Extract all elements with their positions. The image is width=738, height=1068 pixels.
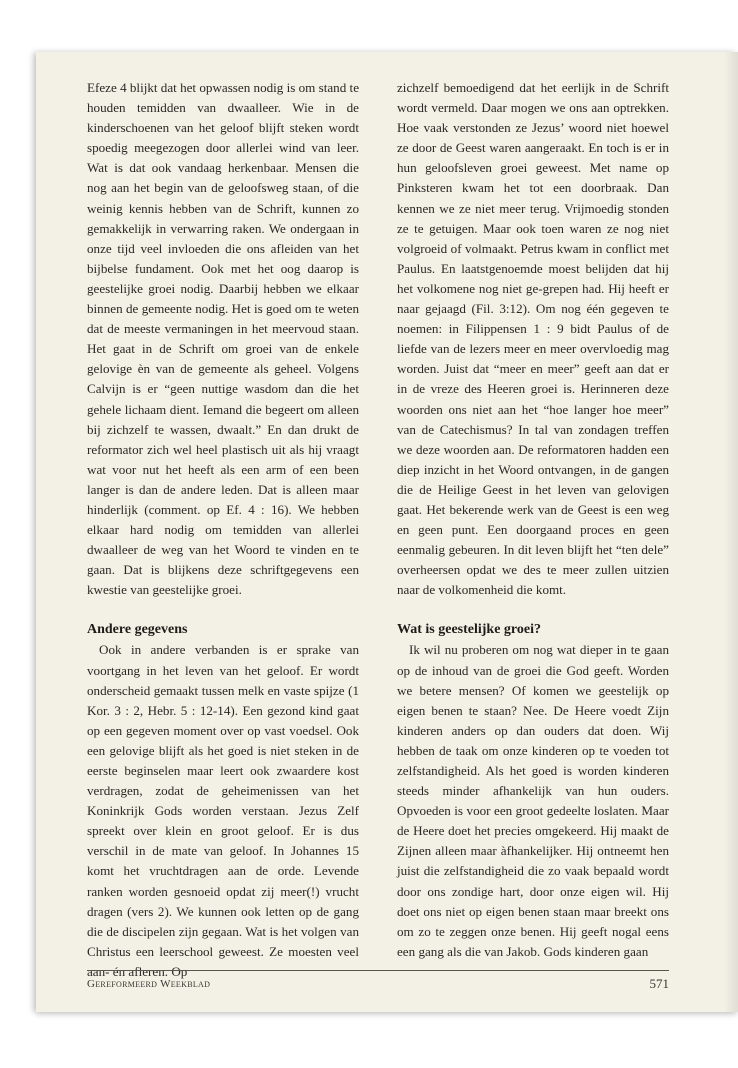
footer-divider xyxy=(87,970,669,971)
paragraph-spacer xyxy=(87,600,359,620)
left-column xyxy=(87,78,359,982)
publication-name: Gereformeerd Weekblad xyxy=(87,978,211,990)
section-heading: Andere gegevens xyxy=(87,622,188,638)
body-paragraph: Ook in andere verbanden is er sprake van voortgang in het leven van het geloof. Er wordt onderscheid gemaakt tussen melk en vaste spijze (1 Kor. 3 : 2, Hebr. 5 : 12-14). Een gezond kind gaat op een gegeven moment over op vast voedsel. Ook een gelovige blijft als het goed is niet steken in de eerste beginselen maar leert ook zwaardere kost verdragen, zodat de geheimenissen van het Koninkrijk Gods worden verstaan. Jezus Zelf spreekt over klein en groot geloof. Er is dus verschil in de mate van geloof. In Johannes 15 komt het vruchtdragen aan de orde. Levende ranken worden gesnoeid opdat zij meer(!) vrucht dragen (vers 2). We kunnen ook letten op de gang die de discipelen zijn gegaan. Wat is het volgen van Christus een leerschool geweest. Ze moesten veel aan- én afleren. Op xyxy=(87,642,359,979)
paragraph-spacer xyxy=(397,600,669,620)
body-paragraph: zichzelf bemoedigend dat het eerlijk in de Schrift wordt vermeld. Daar mogen we ons aan optrekken. Hoe vaak verstonden ze Jezus’ woord niet hoewel ze door de Geest waren aangeraakt. En toch is er in hun geloofsleven groei geweest. Met name op Pinksteren kwam het tot een doorbraak. Dan kennen we ze niet meer terug. Vrijmoedig stonden ze te getuigen. Maar ook toen waren ze nog niet volgroeid of volmaakt. Petrus kwam in conflict met Paulus. En laatstgenoemde moest belijden dat hij het volkomene nog niet ge-grepen had. Hij heeft er naar gejaagd (Fil. 3:12). Om nog één gegeven te noemen: in Filippensen 1 : 9 bidt Paulus of de liefde van de lezers meer en meer overvloedig mag worden. Juist dat “meer en meer” geeft aan dat er in de vreze des Heeren groei is. Herinneren deze woorden ons niet aan het “hoe langer hoe meer” van de Catechismus? In tal van zondagen treffen we deze woorden aan. De reformatoren hadden een diep inzicht in het Woord ontvangen, in de gangen die de Heilige Geest in het leven van gelovigen gaat. Het bekerende werk van de Geest is een weg en geen punt. Een doorgaand proces en geen eenmalig gebeuren. In dit leven blijft het “ten dele” overheersen opdat we des te meer zullen uitzien naar de volkomenheid die komt. xyxy=(397,80,669,598)
page-number: 571 xyxy=(649,976,669,991)
section-heading: Wat is geestelijke groei? xyxy=(397,622,541,638)
magazine-page xyxy=(36,52,738,1012)
body-paragraph: Ik wil nu proberen om nog wat dieper in te gaan op de inhoud van de groei die God geeft. Worden we betere mensen? Of komen we geestelijk op eigen benen te staan? Nee. De Heere voedt Zijn kinderen anders op dan ouders dat doen. Wij hebben de taak om onze kinderen op te voeden tot zelfstandigheid. Als het goed is worden kinderen steeds minder afhankelijk van hun ouders. Opvoeden is voor een groot gedeelte loslaten. Maar de Heere doet het precies omgekeerd. Hij maakt de Zijnen alleen maar àfhankelijker. Hij ontneemt hen juist die zelfstandigheid die zo vaak bepaald wordt door ons zondige hart, door onze eigen wil. Hij doet ons niet op eigen benen staan maar breekt ons om zo te zeggen onze benen. Hij geeft nogal eens een gang als die van Jakob. Gods kinderen gaan xyxy=(397,642,669,959)
right-column xyxy=(397,78,669,962)
body-paragraph: Efeze 4 blijkt dat het opwassen nodig is om stand te houden temidden van dwaalleer. Wie in de kinderschoenen van het geloof blijft steken wordt spoedig meegezogen door allerlei wind van leer. Wat is dat ook vandaag herkenbaar. Mensen die nog aan het begin van de geloofsweg staan, of die weinig kennis hebben van de Schrift, kunnen zo gemakkelijk in verwarring raken. We ondergaan in onze tijd veel invloeden die ons afleiden van het bijbelse fundament. Ook met het oog daarop is geestelijke groei nodig. Daarbij hebben we elkaar binnen de gemeente nodig. Het is goed om te weten dat de meeste vermaningen in het meervoud staan. Het gaat in de Schrift om groei van de enkele gelovige èn van de gemeente als geheel. Volgens Calvijn is er “geen nuttige wasdom dan die het gehele lichaam dient. Iemand die begeert om alleen bij zichzelf te wassen, dwaalt.” En dan drukt de reformator zich wel heel plastisch uit als hij vraagt wat voor nut het heeft als een arm of een been langer is dan de andere leden. Dat is alleen maar hinderlijk (comment. op Ef. 4 : 16). We hebben elkaar hard nodig om temidden van allerlei dwaalleer de weg van het Woord te vinden en te gaan. Dat is blijkens deze schriftgegevens een kwestie van geestelijke groei. xyxy=(87,80,360,598)
